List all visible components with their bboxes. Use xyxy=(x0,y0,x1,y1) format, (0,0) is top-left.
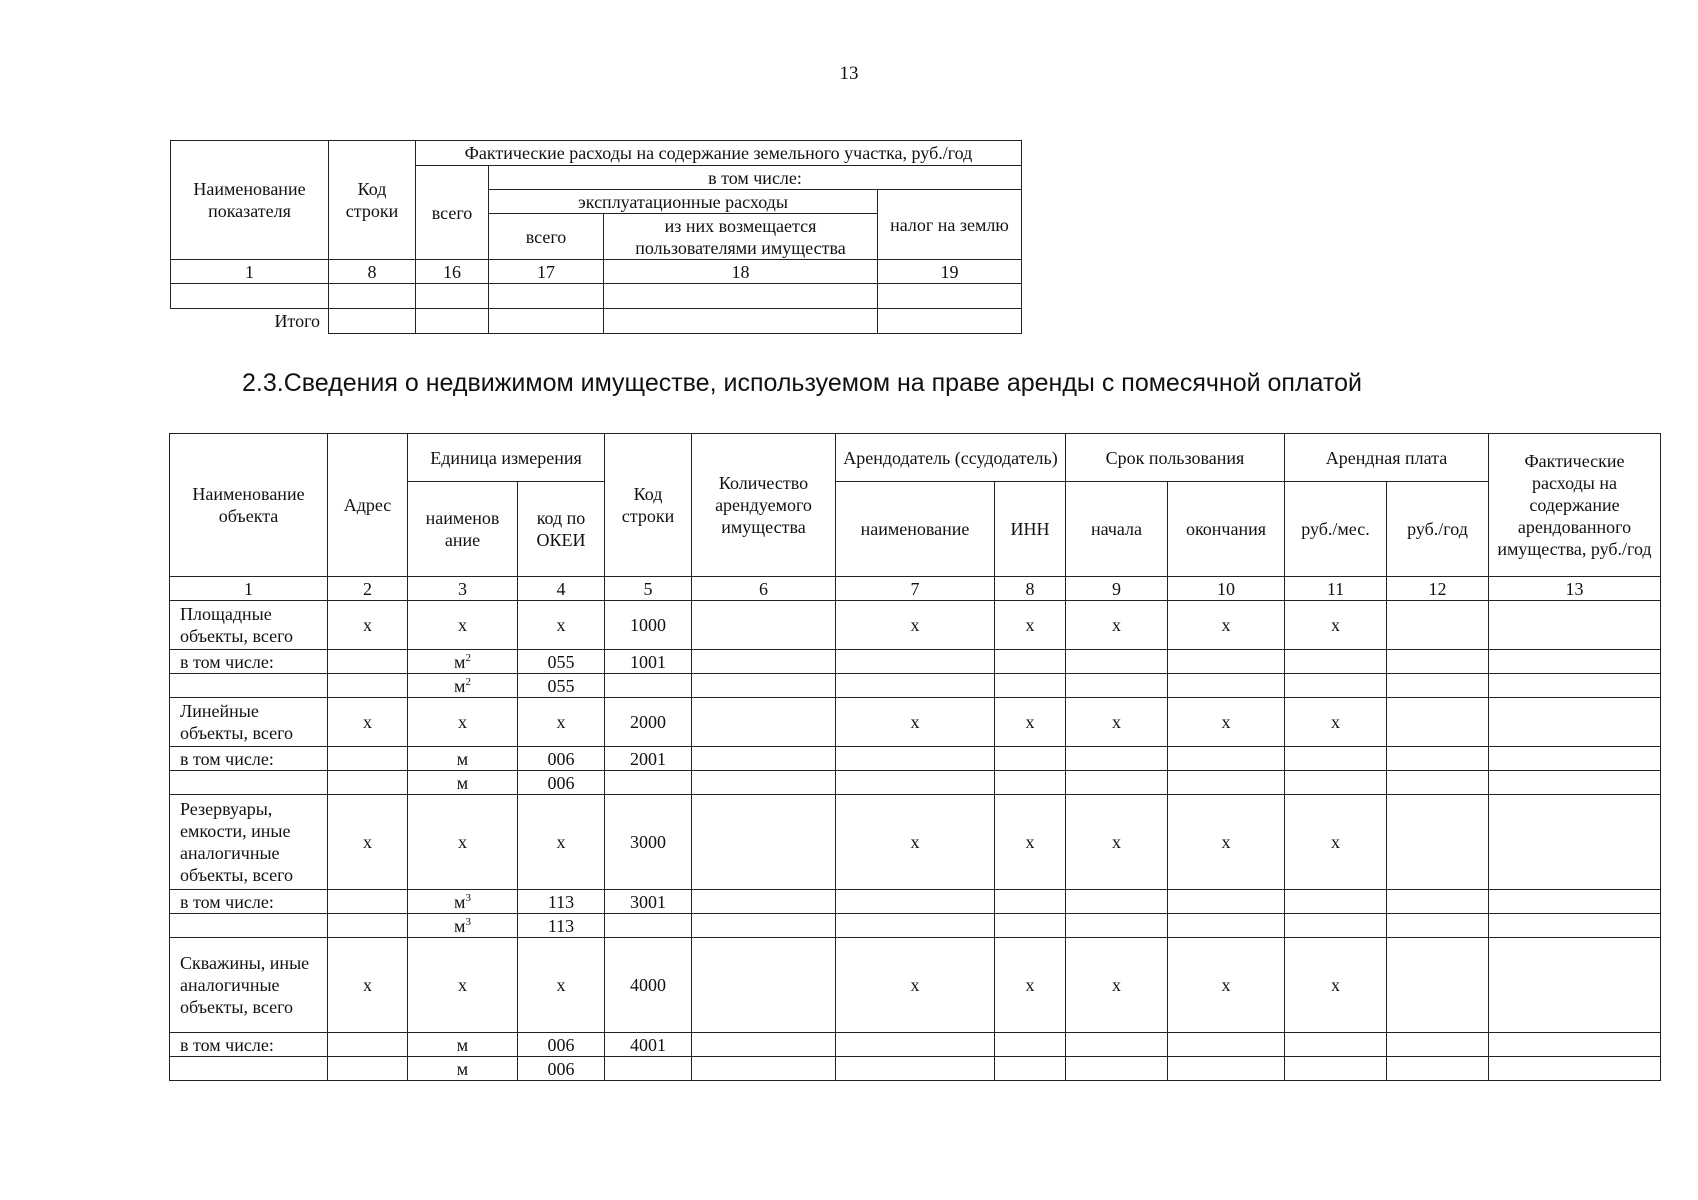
quantity-cell xyxy=(692,914,836,938)
term-end-cell xyxy=(1168,914,1285,938)
rent-per-month-cell xyxy=(1285,914,1387,938)
row-code-cell xyxy=(605,914,692,938)
unit-name-cell xyxy=(408,938,518,1033)
unit-name-cell xyxy=(408,674,518,698)
inn-cell xyxy=(995,1033,1066,1057)
rent-per-year-cell xyxy=(1387,890,1489,914)
quantity-cell xyxy=(692,890,836,914)
header-object-name: Наименование объекта xyxy=(170,434,328,577)
rent-per-year-cell xyxy=(1387,1033,1489,1057)
table-cell xyxy=(416,309,489,334)
unit-text: м xyxy=(454,651,466,672)
unit-text: х xyxy=(458,975,467,995)
header-quantity: Количество арендуемого имущества xyxy=(692,434,836,577)
unit-text: м xyxy=(454,915,466,936)
column-number: 8 xyxy=(995,577,1066,601)
object-name-cell: в том числе: xyxy=(170,650,328,674)
inn-cell xyxy=(995,890,1066,914)
header-reimbursed: из них возмещается пользователями имущества xyxy=(604,214,878,260)
table-cell xyxy=(604,309,878,334)
address-cell xyxy=(328,890,408,914)
term-end-cell xyxy=(1168,674,1285,698)
column-number: 4 xyxy=(518,577,605,601)
term-start-cell: х xyxy=(1066,601,1168,650)
okei-code-cell: 006 xyxy=(518,1057,605,1081)
unit-superscript: 2 xyxy=(465,675,471,688)
header-operating-expenses: эксплуатационные расходы xyxy=(489,190,878,214)
quantity-cell xyxy=(692,1057,836,1081)
lessor-name-cell xyxy=(836,1033,995,1057)
okei-code-cell: 113 xyxy=(518,890,605,914)
unit-name-cell xyxy=(408,1033,518,1057)
object-name-cell: в том числе: xyxy=(170,890,328,914)
column-number: 13 xyxy=(1489,577,1661,601)
inn-cell xyxy=(995,650,1066,674)
leased-property-table xyxy=(169,433,1661,1081)
column-number: 5 xyxy=(605,577,692,601)
rent-per-month-cell: х xyxy=(1285,698,1387,747)
header-actual-expenses: Фактические расходы на содержание земельного участка, руб./год xyxy=(416,141,1022,166)
column-number: 18 xyxy=(604,260,878,284)
quantity-cell xyxy=(692,674,836,698)
total-label: Итого xyxy=(171,309,329,334)
header-end: окончания xyxy=(1168,482,1285,577)
table-row xyxy=(170,914,1661,938)
table-row xyxy=(170,747,1661,771)
object-name-cell xyxy=(170,674,328,698)
table-row xyxy=(170,795,1661,890)
actual-expenses-cell xyxy=(1489,771,1661,795)
actual-expenses-cell xyxy=(1489,795,1661,890)
lessor-name-cell: х xyxy=(836,795,995,890)
table-row xyxy=(170,1033,1661,1057)
address-cell: х xyxy=(328,795,408,890)
table-row xyxy=(170,601,1661,650)
header-address: Адрес xyxy=(328,434,408,577)
actual-expenses-cell xyxy=(1489,698,1661,747)
address-cell xyxy=(328,674,408,698)
column-number: 9 xyxy=(1066,577,1168,601)
okei-code-cell: 006 xyxy=(518,1033,605,1057)
lessor-name-cell xyxy=(836,674,995,698)
table-row xyxy=(170,938,1661,1033)
column-number: 12 xyxy=(1387,577,1489,601)
unit-text: х xyxy=(458,832,467,852)
quantity-cell xyxy=(692,1033,836,1057)
unit-name-cell xyxy=(408,771,518,795)
okei-code-cell: х xyxy=(518,938,605,1033)
total-row xyxy=(171,309,1022,334)
unit-text: м xyxy=(454,891,466,912)
unit-name-cell xyxy=(408,795,518,890)
row-code-cell xyxy=(605,674,692,698)
unit-text: х xyxy=(458,615,467,635)
column-number: 1 xyxy=(171,260,329,284)
table-cell xyxy=(329,284,416,309)
quantity-cell xyxy=(692,938,836,1033)
unit-name-cell xyxy=(408,698,518,747)
address-cell: х xyxy=(328,601,408,650)
rent-per-month-cell: х xyxy=(1285,601,1387,650)
table-row xyxy=(170,698,1661,747)
unit-name-cell xyxy=(408,1057,518,1081)
address-cell xyxy=(328,650,408,674)
object-name-cell xyxy=(170,1057,328,1081)
address-cell xyxy=(328,747,408,771)
unit-text: м xyxy=(456,1058,469,1079)
header-land-tax: налог на землю xyxy=(878,190,1022,260)
column-number: 10 xyxy=(1168,577,1285,601)
unit-superscript: 2 xyxy=(465,651,471,664)
object-name-cell: Площадные объекты, всего xyxy=(170,601,328,650)
column-number: 8 xyxy=(329,260,416,284)
unit-text: м xyxy=(456,1034,469,1055)
inn-cell: х xyxy=(995,698,1066,747)
address-cell: х xyxy=(328,938,408,1033)
lessor-name-cell: х xyxy=(836,938,995,1033)
term-start-cell xyxy=(1066,674,1168,698)
column-number: 19 xyxy=(878,260,1022,284)
inn-cell: х xyxy=(995,601,1066,650)
table-cell xyxy=(329,309,416,334)
rent-per-month-cell: х xyxy=(1285,938,1387,1033)
okei-code-cell: х xyxy=(518,795,605,890)
actual-expenses-cell xyxy=(1489,747,1661,771)
unit-text: м xyxy=(456,772,469,793)
lessor-name-cell xyxy=(836,747,995,771)
table-cell xyxy=(878,284,1022,309)
row-code-cell xyxy=(605,1057,692,1081)
header-per-year: руб./год xyxy=(1387,482,1489,577)
section-heading: 2.3.Сведения о недвижимом имуществе, используемом на праве аренды с помесячной оплатой xyxy=(242,369,1362,397)
unit-text: м xyxy=(456,748,469,769)
okei-code-cell: х xyxy=(518,698,605,747)
term-end-cell xyxy=(1168,1057,1285,1081)
table-row xyxy=(170,1057,1661,1081)
okei-code-cell: 006 xyxy=(518,747,605,771)
lessor-name-cell xyxy=(836,771,995,795)
rent-per-month-cell xyxy=(1285,650,1387,674)
rent-per-year-cell xyxy=(1387,795,1489,890)
term-end-cell xyxy=(1168,771,1285,795)
page-number: 13 xyxy=(839,63,859,84)
rent-per-month-cell xyxy=(1285,1057,1387,1081)
table-body xyxy=(170,601,1661,1081)
okei-code-cell: 055 xyxy=(518,650,605,674)
rent-per-month-cell xyxy=(1285,890,1387,914)
address-cell xyxy=(328,1033,408,1057)
rent-per-year-cell xyxy=(1387,601,1489,650)
quantity-cell xyxy=(692,771,836,795)
lessor-name-cell xyxy=(836,914,995,938)
lessor-name-cell: х xyxy=(836,601,995,650)
lessor-name-cell xyxy=(836,650,995,674)
header-actual-expenses: Фактические расходы на содержание арендованного имущества, руб./год xyxy=(1489,434,1661,577)
actual-expenses-cell xyxy=(1489,1057,1661,1081)
land-expenses-table xyxy=(170,140,1022,334)
inn-cell xyxy=(995,747,1066,771)
actual-expenses-cell xyxy=(1489,601,1661,650)
table-row xyxy=(170,674,1661,698)
unit-name-cell xyxy=(408,747,518,771)
table-row xyxy=(170,890,1661,914)
term-start-cell: х xyxy=(1066,938,1168,1033)
rent-per-year-cell xyxy=(1387,674,1489,698)
column-number: 17 xyxy=(489,260,604,284)
okei-code-cell: 055 xyxy=(518,674,605,698)
rent-per-year-cell xyxy=(1387,650,1489,674)
column-number: 1 xyxy=(170,577,328,601)
row-code-cell: 3001 xyxy=(605,890,692,914)
header-unit-name: наименов ание xyxy=(408,482,518,577)
row-code-cell: 4000 xyxy=(605,938,692,1033)
unit-name-cell xyxy=(408,650,518,674)
header-operating-total: всего xyxy=(489,214,604,260)
header-okei: код по ОКЕИ xyxy=(518,482,605,577)
term-end-cell: х xyxy=(1168,698,1285,747)
actual-expenses-cell xyxy=(1489,890,1661,914)
unit-name-cell xyxy=(408,890,518,914)
term-start-cell xyxy=(1066,1057,1168,1081)
term-start-cell: х xyxy=(1066,698,1168,747)
table-cell xyxy=(489,284,604,309)
term-start-cell xyxy=(1066,747,1168,771)
term-start-cell xyxy=(1066,914,1168,938)
okei-code-cell: 006 xyxy=(518,771,605,795)
header-term: Срок пользования xyxy=(1066,434,1285,482)
column-number: 16 xyxy=(416,260,489,284)
header-lessor-name: наименование xyxy=(836,482,995,577)
table-cell xyxy=(604,284,878,309)
actual-expenses-cell xyxy=(1489,674,1661,698)
object-name-cell: Резервуары, емкости, иные аналогичные объекты, всего xyxy=(170,795,328,890)
actual-expenses-cell xyxy=(1489,914,1661,938)
header-start: начала xyxy=(1066,482,1168,577)
column-number: 7 xyxy=(836,577,995,601)
term-start-cell xyxy=(1066,771,1168,795)
inn-cell xyxy=(995,914,1066,938)
inn-cell: х xyxy=(995,795,1066,890)
rent-per-year-cell xyxy=(1387,938,1489,1033)
inn-cell xyxy=(995,771,1066,795)
row-code-cell xyxy=(605,771,692,795)
term-start-cell xyxy=(1066,650,1168,674)
inn-cell xyxy=(995,1057,1066,1081)
inn-cell: х xyxy=(995,938,1066,1033)
header-indicator-name: Наименование показателя xyxy=(171,141,329,260)
rent-per-month-cell: х xyxy=(1285,795,1387,890)
header-row-code: Код строки xyxy=(329,141,416,260)
term-end-cell xyxy=(1168,747,1285,771)
term-end-cell: х xyxy=(1168,795,1285,890)
header-unit: Единица измерения xyxy=(408,434,605,482)
row-code-cell: 4001 xyxy=(605,1033,692,1057)
okei-code-cell: х xyxy=(518,601,605,650)
row-code-cell: 2000 xyxy=(605,698,692,747)
object-name-cell xyxy=(170,914,328,938)
unit-name-cell xyxy=(408,914,518,938)
lessor-name-cell: х xyxy=(836,698,995,747)
address-cell xyxy=(328,771,408,795)
inn-cell xyxy=(995,674,1066,698)
object-name-cell: в том числе: xyxy=(170,1033,328,1057)
unit-text: х xyxy=(458,712,467,732)
unit-superscript: 3 xyxy=(465,891,471,904)
term-end-cell xyxy=(1168,1033,1285,1057)
actual-expenses-cell xyxy=(1489,650,1661,674)
header-total: всего xyxy=(416,166,489,260)
row-code-cell: 2001 xyxy=(605,747,692,771)
header-lessor: Арендодатель (ссудодатель) xyxy=(836,434,1066,482)
quantity-cell xyxy=(692,795,836,890)
table-cell xyxy=(878,309,1022,334)
row-code-cell: 3000 xyxy=(605,795,692,890)
unit-text: м xyxy=(454,675,466,696)
rent-per-year-cell xyxy=(1387,747,1489,771)
rent-per-year-cell xyxy=(1387,914,1489,938)
column-number: 11 xyxy=(1285,577,1387,601)
quantity-cell xyxy=(692,747,836,771)
object-name-cell: в том числе: xyxy=(170,747,328,771)
table-row xyxy=(171,284,1022,309)
column-number: 2 xyxy=(328,577,408,601)
row-code-cell: 1000 xyxy=(605,601,692,650)
rent-per-month-cell xyxy=(1285,771,1387,795)
rent-per-month-cell xyxy=(1285,747,1387,771)
term-start-cell xyxy=(1066,890,1168,914)
address-cell: х xyxy=(328,698,408,747)
column-number: 3 xyxy=(408,577,518,601)
term-start-cell: х xyxy=(1066,795,1168,890)
header-inn: ИНН xyxy=(995,482,1066,577)
table-row xyxy=(170,771,1661,795)
table-row xyxy=(170,650,1661,674)
term-start-cell xyxy=(1066,1033,1168,1057)
rent-per-year-cell xyxy=(1387,771,1489,795)
header-including: в том числе: xyxy=(489,166,1022,190)
rent-per-month-cell xyxy=(1285,1033,1387,1057)
column-number: 6 xyxy=(692,577,836,601)
actual-expenses-cell xyxy=(1489,938,1661,1033)
header-per-month: руб./мес. xyxy=(1285,482,1387,577)
okei-code-cell: 113 xyxy=(518,914,605,938)
table-cell xyxy=(416,284,489,309)
table-cell xyxy=(171,284,329,309)
term-end-cell: х xyxy=(1168,938,1285,1033)
rent-per-year-cell xyxy=(1387,1057,1489,1081)
term-end-cell xyxy=(1168,650,1285,674)
address-cell xyxy=(328,914,408,938)
term-end-cell xyxy=(1168,890,1285,914)
quantity-cell xyxy=(692,650,836,674)
unit-name-cell xyxy=(408,601,518,650)
lessor-name-cell xyxy=(836,1057,995,1081)
actual-expenses-cell xyxy=(1489,1033,1661,1057)
row-code-cell: 1001 xyxy=(605,650,692,674)
object-name-cell: Скважины, иные аналогичные объекты, всего xyxy=(170,938,328,1033)
address-cell xyxy=(328,1057,408,1081)
unit-superscript: 3 xyxy=(465,915,471,928)
header-rent: Арендная плата xyxy=(1285,434,1489,482)
header-row-code: Код строки xyxy=(605,434,692,577)
object-name-cell xyxy=(170,771,328,795)
object-name-cell: Линейные объекты, всего xyxy=(170,698,328,747)
rent-per-month-cell xyxy=(1285,674,1387,698)
quantity-cell xyxy=(692,698,836,747)
column-numbers-row xyxy=(170,577,1661,601)
quantity-cell xyxy=(692,601,836,650)
table-cell xyxy=(489,309,604,334)
term-end-cell: х xyxy=(1168,601,1285,650)
rent-per-year-cell xyxy=(1387,698,1489,747)
lessor-name-cell xyxy=(836,890,995,914)
